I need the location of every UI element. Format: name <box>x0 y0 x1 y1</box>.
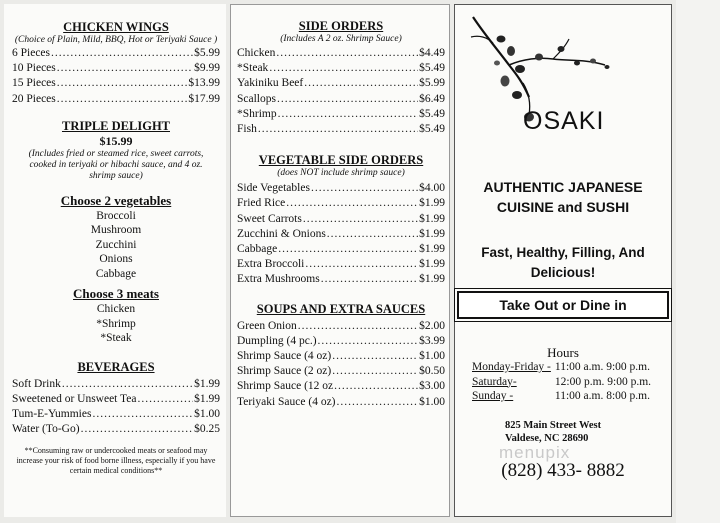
menu-item: Shrimp Sauce (12 oz ..... $3.00 <box>237 379 445 394</box>
osaki-logo <box>465 13 645 138</box>
phone-number: (828) 433- 8882 <box>501 460 625 481</box>
wings-subtitle: (Choice of Plain, Mild, BBQ, Hot or Teriyaki Sauce ) <box>14 35 218 45</box>
vegetables-heading: Choose 2 vegetables <box>60 192 172 208</box>
menu-item: Sweet Carrots ..... $1.99 <box>237 212 445 227</box>
menu-item: Shrimp Sauce (2 oz) ..... $0.50 <box>237 364 445 379</box>
vegetable-side-orders-subtitle: (does NOT include shrimp sauce) <box>277 168 405 179</box>
triple-delight-heading: TRIPLE DELIGHT <box>61 118 170 133</box>
meats-heading: Choose 3 meats <box>73 286 159 302</box>
soups-sauces-list <box>237 319 445 410</box>
logo-wordmark: OSAKI <box>523 107 605 135</box>
menu-panel-middle <box>230 4 450 517</box>
menu-item: Sweetened or Unsweet Tea ..... $1.99 <box>12 392 220 407</box>
menu-item: Side Vegetables ..... $4.00 <box>237 181 445 196</box>
triple-delight-price: $15.99 <box>99 133 133 148</box>
watermark: menupix <box>499 443 571 462</box>
side-orders-list <box>237 46 445 137</box>
menu-item: 6 Pieces ..... $5.99 <box>12 46 220 61</box>
menu-panel-cover <box>454 4 672 517</box>
menu-item: 10 Pieces ..... $9.99 <box>12 61 220 76</box>
list-item: *Steak <box>100 332 132 345</box>
side-orders-subtitle: (Includes A 2 oz. Shrimp Sauce) <box>280 34 402 44</box>
menu-item: Zucchini & Onions ..... $1.99 <box>237 227 445 242</box>
address <box>505 419 601 445</box>
tagline-line: AUTHENTIC JAPANESE <box>483 179 643 195</box>
menu-item: Cabbage ..... $1.99 <box>237 242 445 257</box>
menu-item: Scallops ..... $6.49 <box>237 92 445 107</box>
side-orders-heading: SIDE ORDERS <box>298 19 384 33</box>
menu-item: Extra Mushrooms ..... $1.99 <box>237 272 445 287</box>
menu-item: *Steak ..... $5.49 <box>237 61 445 76</box>
list-item: Zucchini <box>95 238 137 251</box>
hours-row: Sunday - 11:00 a.m. 8:00 p.m. <box>472 390 650 402</box>
menu-item: Green Onion ..... $2.00 <box>237 319 445 334</box>
menu-item: Chicken ..... $4.49 <box>237 46 445 61</box>
menu-item: *Shrimp ..... $5.49 <box>237 107 445 122</box>
hours-row: Saturday- 12:00 p.m. 9:00 p.m. <box>472 375 652 388</box>
slogan-line: Fast, Healthy, Filling, And <box>481 245 645 260</box>
wings-heading: CHICKEN WINGS <box>63 20 169 34</box>
meat-list <box>12 302 220 346</box>
cuisine-tagline <box>455 177 671 217</box>
address-line: 825 Main Street West <box>505 420 602 431</box>
menu-item: Yakiniku Beef ..... $5.99 <box>237 76 445 91</box>
menu-item: Extra Broccoli ..... $1.99 <box>237 257 445 272</box>
triple-delight-note: (Includes fried or steamed rice, sweet carrots, cooked in teriyaki or hibachi sauce, and 4 oz. shrimp sauce) <box>28 148 204 181</box>
beverages-heading: BEVERAGES <box>77 359 155 374</box>
menu-item: Dumpling (4 pc.) ..... $3.99 <box>237 334 445 349</box>
hours-heading: Hours <box>547 345 579 360</box>
takeout-dine-in-banner: Take Out or Dine in <box>457 291 669 319</box>
menu-item: 15 Pieces ..... $13.99 <box>12 76 220 91</box>
menu-item: Water (To-Go) ..... $0.25 <box>12 422 220 437</box>
beverage-list <box>12 377 220 438</box>
tagline-line: CUISINE and SUSHI <box>496 199 630 215</box>
list-item: Broccoli <box>96 209 136 222</box>
menu-item: Teriyaki Sauce (4 oz) ..... $1.00 <box>237 395 445 410</box>
menu-item: Fried Rice ..... $1.99 <box>237 196 445 211</box>
menu-item: Soft Drink ..... $1.99 <box>12 377 220 392</box>
list-item: Onions <box>99 253 133 266</box>
menu-item: Fish ..... $5.49 <box>237 122 445 137</box>
next-page-edge <box>676 0 720 523</box>
vegetable-side-orders-list <box>237 181 445 287</box>
menu-item: Tum-E-Yummies ..... $1.00 <box>12 407 220 422</box>
menu-item: 20 Pieces ..... $17.99 <box>12 92 220 107</box>
wings-list <box>12 46 220 107</box>
menu-item: Shrimp Sauce (4 oz) ..... $1.00 <box>237 349 445 364</box>
list-item: *Shrimp <box>96 317 136 330</box>
food-safety-disclaimer: **Consuming raw or undercooked meats or seafood may increase your risk of food borne illness, especially if you have certain medical conditions** <box>16 445 216 475</box>
soups-sauces-heading: SOUPS AND EXTRA SAUCES <box>256 301 426 316</box>
address-line: Valdese, NC 28690 <box>505 433 589 444</box>
hours-row: Monday-Friday - 11:00 a.m. 9:00 p.m. <box>472 361 650 373</box>
slogan-line: Delicious! <box>530 265 596 280</box>
vegetable-side-orders-heading: VEGETABLE SIDE ORDERS <box>258 153 424 168</box>
list-item: Chicken <box>96 303 136 316</box>
vegetable-list <box>12 209 220 282</box>
list-item: Mushroom <box>90 224 142 237</box>
hours-table <box>472 360 651 404</box>
menu-panel-left <box>4 4 226 517</box>
slogan <box>455 243 671 283</box>
list-item: Cabbage <box>95 267 137 280</box>
